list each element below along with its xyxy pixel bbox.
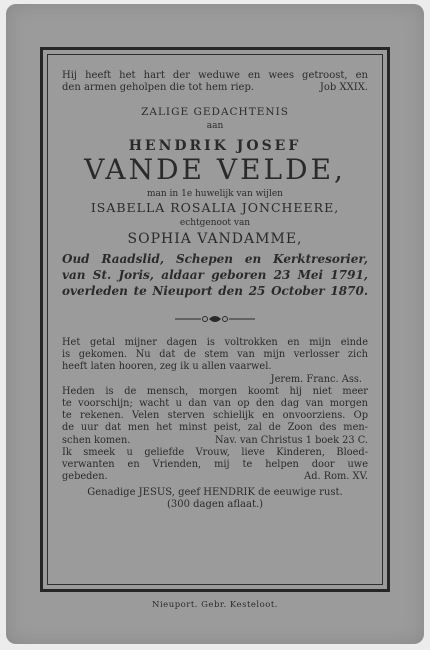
verse-line: is gekomen. Nu dat de stem van mijn verlosser zich — [62, 349, 368, 361]
spouse-line: echtgenoot van — [179, 218, 251, 228]
first-wife-name: ISABELLA ROSALIA JONCHEERE, — [90, 200, 340, 215]
verse-line: Het getal mijner dagen is voltrokken en mijn einde — [62, 337, 368, 348]
verse-reference: Nav. van Christus 1 boek 23 C. — [214, 434, 368, 446]
verse-line: gebeden. — [62, 471, 108, 483]
biography-line: Oud Raadslid, Schepen en Kerktresorier, — [62, 252, 368, 266]
indulgence-note: (300 dagen aflaat.) — [166, 499, 264, 511]
quote-line: Hij heeft het hart der weduwe en wees getroost, en — [62, 70, 368, 81]
verse-line: verwanten en Vrienden, mij te helpen door uwe — [62, 459, 368, 471]
marriage-line: man in 1e huwelijk van wijlen — [147, 189, 283, 199]
scroll-ornament-icon — [175, 313, 255, 325]
quote-line: den armen geholpen die tot hem riep. — [62, 82, 255, 93]
second-wife-name: SOPHIA VANDAMME, — [127, 231, 303, 247]
verse-line: Heden is de mensch, morgen koomt hij niet meer — [62, 385, 368, 397]
printer-imprint: Nieuport. Gebr. Kesteloot. — [152, 600, 278, 610]
deceased-surname: VANDE VELDE, — [84, 153, 346, 186]
verse-line: heeft laten hooren, zeg ik u allen vaarwel. — [62, 361, 272, 373]
verses — [62, 337, 368, 483]
prayer-line: Genadige JESUS, geef HENDRIK de eeuwige rust. — [87, 487, 343, 499]
memorial-heading: ZALIGE GEDACHTENIS — [141, 106, 289, 118]
quote-reference: Job XXIX. — [319, 82, 368, 93]
verse-line: te rekenen. Velen sterven schielijk en onvoorziens. Op — [62, 410, 368, 422]
biography-line: overleden te Nieuport den 25 October 1870. — [62, 284, 368, 298]
verse-reference: Jerem. Franc. Ass. — [270, 373, 362, 385]
biography-line: van St. Joris, aldaar geboren 23 Mei 1791, — [62, 268, 368, 282]
card-content — [62, 70, 368, 511]
deceased-first-names: HENDRIK JOSEF — [128, 138, 302, 154]
heading-aan: aan — [206, 121, 224, 131]
verse-line: de uur dat men het minst peist, zal de Zoon des men- — [62, 422, 368, 434]
verse-reference: Ad. Rom. XV. — [304, 471, 368, 483]
scripture-quote — [62, 70, 368, 94]
verse-line: te voorschijn; wacht u dan van op den dag van morgen — [62, 398, 368, 410]
verse-line: schen komen. — [62, 434, 131, 446]
verse-line: Ik smeek u geliefde Vrouw, lieve Kinderen, Bloed- — [62, 446, 368, 458]
biography — [62, 251, 368, 299]
